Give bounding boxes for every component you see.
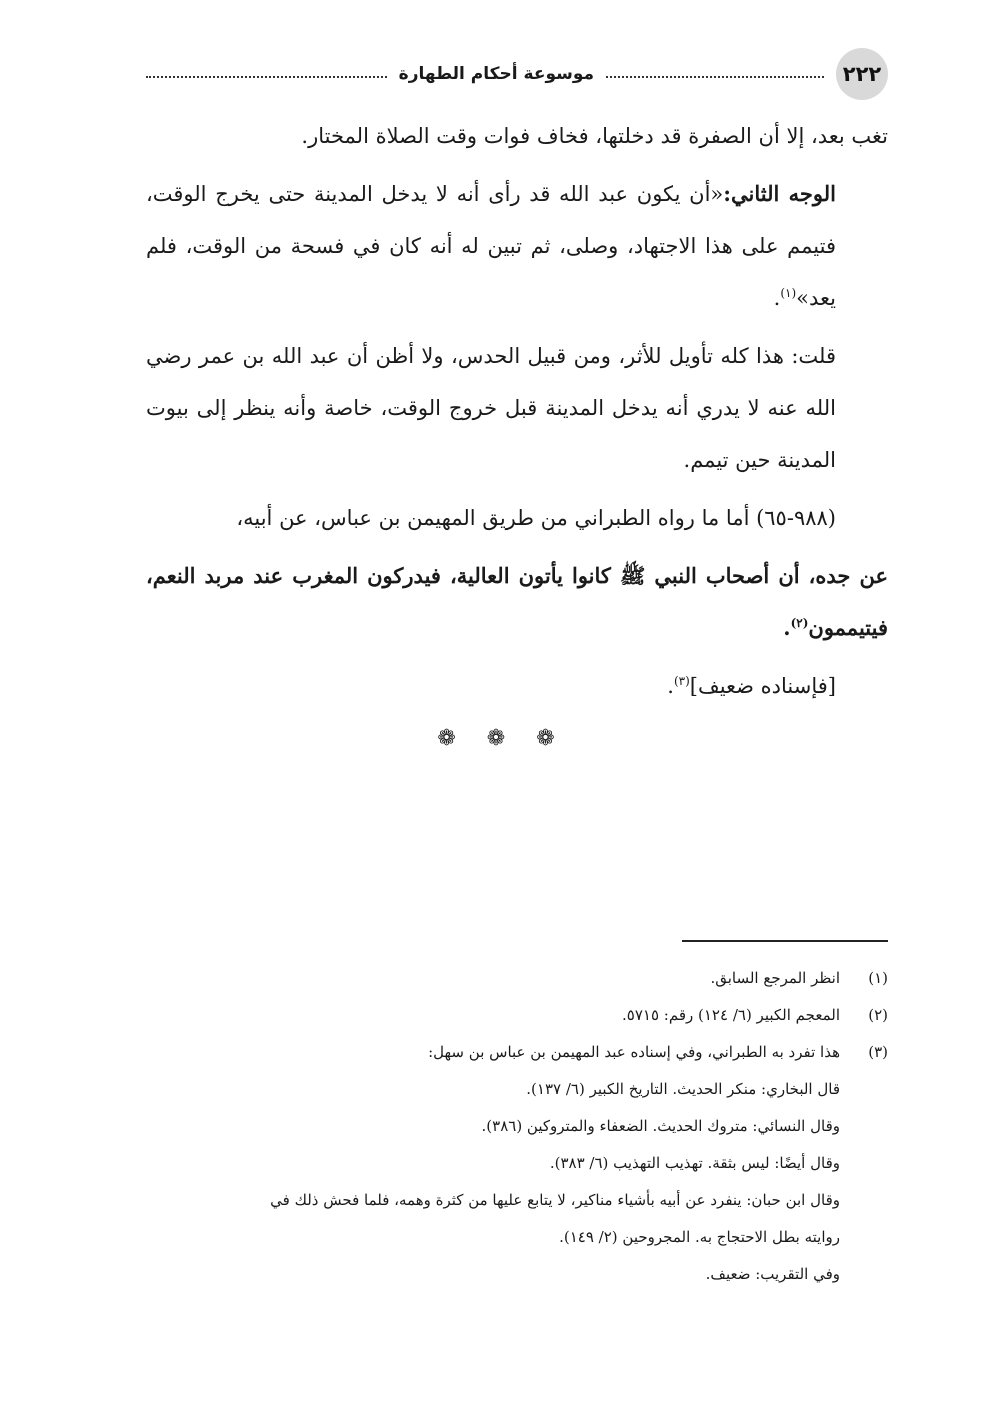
footnote-text	[146, 997, 840, 1034]
footnote-number: (١)	[868, 969, 888, 987]
hadith-intro: (٩٨٨-٦٥) أما ما رواه الطبراني من طريق المهيمن بن عباس، عن أبيه،	[236, 506, 836, 530]
footnote-number: (٣)	[868, 1043, 888, 1061]
paragraph-2-text: «أن يكون عبد الله قد رأى أنه لا يدخل المدينة حتى يخرج الوقت، فتيمم على هذا الاجتهاد، وصلى، ثم تبين له أنه كان في فسحة من الوقت، فلم يعد»	[146, 182, 836, 310]
footnote-line: هذا تفرد به الطبراني، وفي إسناده عبد المهيمن بن عباس بن سهل:	[428, 1043, 840, 1061]
footnote-2	[146, 997, 888, 1034]
footnote-3	[146, 1034, 888, 1182]
footnote-line: قال البخاري: منكر الحديث. التاريخ الكبير (٦/ ١٣٧).	[526, 1080, 840, 1098]
paragraph-1	[146, 110, 888, 162]
footnote-line: وفي التقريب: ضعيف.	[705, 1265, 840, 1283]
verdict-text: [فإسناده ضعيف]	[689, 674, 836, 698]
footnote-line: انظر المرجع السابق.	[710, 969, 840, 987]
footnotes	[146, 960, 888, 1293]
running-title-text: موسوعة أحكام الطهارة	[398, 64, 594, 84]
footnote-text	[146, 1034, 840, 1182]
footnote-line: المعجم الكبير (٦/ ١٢٤) رقم: ٥٧١٥.	[622, 1006, 840, 1024]
footnote-divider	[682, 940, 888, 942]
paragraph-1-text: تغب بعد، إلا أن الصفرة قد دخلتها، فخاف فوات وقت الصلاة المختار.	[301, 124, 888, 148]
paragraph-2-lead: الوجه الثاني:	[723, 181, 836, 206]
footnote-ref-3[interactable]: (٣)	[673, 674, 690, 688]
footnote-ref-2[interactable]: (٢)	[790, 616, 809, 630]
hadith-end: .	[783, 615, 791, 640]
paragraph-5	[146, 550, 888, 654]
header-dots-left	[146, 76, 387, 78]
page-header	[146, 48, 888, 100]
section-ornaments: ❁ ❁ ❁	[437, 726, 567, 751]
paragraph-4	[146, 492, 888, 544]
hadith-text: عن جده، أن أصحاب النبي ﷺ كانوا يأتون العالية، فيدركون المغرب عند مربد النعم، فيتيممون	[146, 563, 888, 640]
footnote-line: وقال النسائي: متروك الحديث. الضعفاء والمتروكين (٣٨٦).	[481, 1117, 840, 1135]
footnote-line: روايته بطل الاحتجاج به. المجروحين (٢/ ١٤٩).	[559, 1228, 840, 1246]
footnote-line: وقال أيضًا: ليس بثقة. تهذيب التهذيب (٦/ ٣٨٣).	[549, 1154, 840, 1172]
verdict-end: .	[667, 674, 674, 698]
footnote-text	[146, 960, 840, 997]
running-title	[146, 48, 824, 100]
paragraph-6	[146, 660, 888, 712]
footnote-ref-1[interactable]: (١)	[780, 286, 797, 300]
main-text	[146, 110, 888, 718]
footnote-number: (٢)	[868, 1006, 888, 1024]
paragraph-3-text: قلت: هذا كله تأويل للأثر، ومن قبيل الحدس، ولا أظن أن عبد الله بن عمر رضي الله عنه لا يدري أنه يدخل المدينة قبل خروج الوقت، خاصة وأنه ينظر إلى بيوت المدينة حين تيمم.	[146, 344, 836, 472]
paragraph-3	[146, 330, 888, 486]
page-number-badge: ٢٢٢	[836, 48, 888, 100]
footnote-1	[146, 960, 888, 997]
header-dots-right	[606, 76, 824, 78]
footnote-3-continued	[146, 1182, 888, 1293]
footnote-line: وقال ابن حبان: ينفرد عن أبيه بأشياء مناكير، لا يتابع عليها من كثرة وهمه، فلما فحش ذلك في	[270, 1191, 840, 1209]
paragraph-2: الوجه الثاني:«أن يكون عبد الله قد رأى أنه لا يدخل المدينة حتى يخرج الوقت، فتيمم على هذا الاجتهاد، وصلى، ثم تبين له أنه كان في فسحة من الوقت، فلم يعد»$^{(١)}$.	[146, 181, 836, 310]
